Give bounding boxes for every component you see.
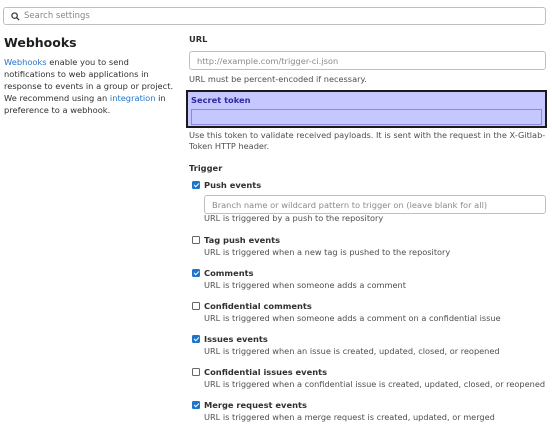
confidential-comments-checkbox[interactable] <box>192 302 200 310</box>
merge-request-events-label: Merge request events <box>204 400 307 410</box>
issues-events-label: Issues events <box>204 334 268 344</box>
tag-push-events-checkbox[interactable] <box>192 236 200 244</box>
url-input[interactable] <box>189 51 546 70</box>
section-description <box>4 35 174 116</box>
confidential-issues-events-desc: URL is triggered when a confidential issue is created, updated, closed, or reopened <box>204 379 546 389</box>
confidential-issues-events-label: Confidential issues events <box>204 367 328 377</box>
url-label: URL <box>189 34 208 44</box>
branch-filter-input[interactable] <box>204 195 546 214</box>
trigger-heading: Trigger <box>189 163 223 173</box>
tag-push-events-desc: URL is triggered when a new tag is pushed to the repository <box>204 247 451 257</box>
integration-link[interactable]: integration <box>109 93 156 103</box>
section-title: Webhooks <box>4 35 77 50</box>
secret-token-field-group <box>186 90 547 128</box>
secret-token-input-wrapper <box>191 109 542 125</box>
merge-request-events-checkbox[interactable] <box>192 401 200 409</box>
search-bar[interactable] <box>3 7 546 25</box>
search-icon <box>10 11 20 21</box>
search-input[interactable] <box>24 11 524 21</box>
issues-events-checkbox[interactable] <box>192 335 200 343</box>
secret-token-help: Use this token to validate received payloads. It is sent with the request in the X-Gitlab-Token HTTP header. <box>189 130 546 151</box>
confidential-comments-label: Confidential comments <box>204 301 312 311</box>
merge-request-events-desc: URL is triggered when a merge request is created, updated, or merged <box>204 412 495 422</box>
issues-events-desc: URL is triggered when an issue is created, updated, closed, or reopened <box>204 346 500 356</box>
url-field-group <box>189 34 546 85</box>
url-help: URL must be percent-encoded if necessary. <box>189 74 367 84</box>
tag-push-events-label: Tag push events <box>204 235 281 245</box>
secret-token-input[interactable] <box>192 110 541 124</box>
push-events-label: Push events <box>204 180 262 190</box>
secret-token-label: Secret token <box>191 95 251 105</box>
comments-label: Comments <box>204 268 254 278</box>
webhooks-link[interactable]: Webhooks <box>4 57 47 67</box>
comments-checkbox[interactable] <box>192 269 200 277</box>
section-description-text: Webhooks enable you to send notifications to web applications in response to events in a group or project. We recommend using an integration in preference to a webhook. <box>4 57 174 115</box>
confidential-comments-desc: URL is triggered when someone adds a comment on a confidential issue <box>204 313 501 323</box>
push-events-checkbox[interactable] <box>192 181 200 189</box>
push-events-desc: URL is triggered by a push to the repository <box>204 213 384 223</box>
comments-desc: URL is triggered when someone adds a comment <box>204 280 406 290</box>
confidential-issues-events-checkbox[interactable] <box>192 368 200 376</box>
